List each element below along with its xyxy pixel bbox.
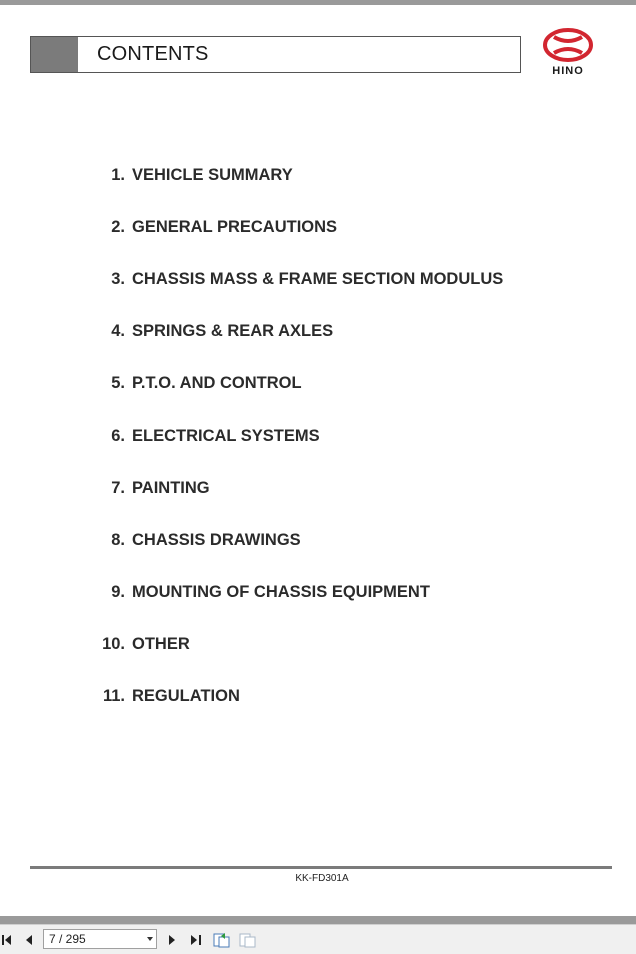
toc-item-label: CHASSIS DRAWINGS <box>132 530 301 549</box>
previous-page-icon[interactable] <box>20 931 38 949</box>
toc-item-number: 2. <box>111 218 125 237</box>
toc-item-label: REGULATION <box>132 687 240 705</box>
toc-item[interactable] <box>0 635 636 657</box>
chevron-down-icon <box>147 937 153 941</box>
page-title: CONTENTS <box>97 43 209 65</box>
toc-item-number: 1. <box>111 166 125 184</box>
toc-item[interactable] <box>0 218 636 240</box>
toc-item[interactable] <box>0 531 636 553</box>
logo-text: HINO <box>552 65 584 77</box>
toc-item-number: 8. <box>111 530 125 549</box>
document-code: KK-FD301A <box>295 873 349 884</box>
toc-item-label: VEHICLE SUMMARY <box>132 166 293 184</box>
hino-logo <box>542 28 594 78</box>
first-page-icon[interactable] <box>0 931 18 949</box>
page-header <box>30 36 521 73</box>
next-page-icon[interactable] <box>163 931 181 949</box>
go-back-view-icon[interactable] <box>213 931 231 949</box>
toc-item-label: SPRINGS & REAR AXLES <box>132 322 334 341</box>
toc-item[interactable] <box>0 166 636 188</box>
toc-item[interactable] <box>0 374 636 396</box>
document-page <box>0 5 636 916</box>
last-page-icon[interactable] <box>186 931 204 949</box>
toc-item-number: 4. <box>111 322 125 341</box>
toc-item-label: GENERAL PRECAUTIONS <box>132 218 338 237</box>
toc-item-label: ELECTRICAL SYSTEMS <box>132 426 320 445</box>
toc-item-label: P.T.O. AND CONTROL <box>132 374 302 393</box>
toc-item-label: OTHER <box>132 634 190 653</box>
navigation-toolbar <box>0 924 636 954</box>
toc-item-number: 9. <box>111 582 125 601</box>
go-forward-view-icon[interactable] <box>239 931 257 949</box>
page-number-select[interactable] <box>43 929 157 949</box>
toc-item-label: MOUNTING OF CHASSIS EQUIPMENT <box>132 582 430 601</box>
toc-item-number: 6. <box>111 426 125 445</box>
toc-item[interactable] <box>0 687 636 709</box>
header-gray-block <box>31 37 78 72</box>
toc-item-number: 11. <box>102 687 125 705</box>
toc-item-number: 5. <box>111 374 125 393</box>
toc-item-number: 3. <box>111 270 125 289</box>
footer-divider <box>30 866 612 869</box>
toc-item[interactable] <box>0 427 636 449</box>
toc-item-number: 7. <box>111 478 125 497</box>
page-indicator: 7 / 295 <box>49 932 86 946</box>
toc-item-number: 10. <box>102 634 125 653</box>
toc-item[interactable] <box>0 479 636 501</box>
toc-item-label: CHASSIS MASS & FRAME SECTION MODULUS <box>132 270 504 289</box>
hino-logo-mark <box>542 28 594 64</box>
toc-item[interactable] <box>0 270 636 292</box>
toc-item[interactable] <box>0 322 636 344</box>
toc-item-label: PAINTING <box>132 478 210 497</box>
toc-item[interactable] <box>0 583 636 605</box>
